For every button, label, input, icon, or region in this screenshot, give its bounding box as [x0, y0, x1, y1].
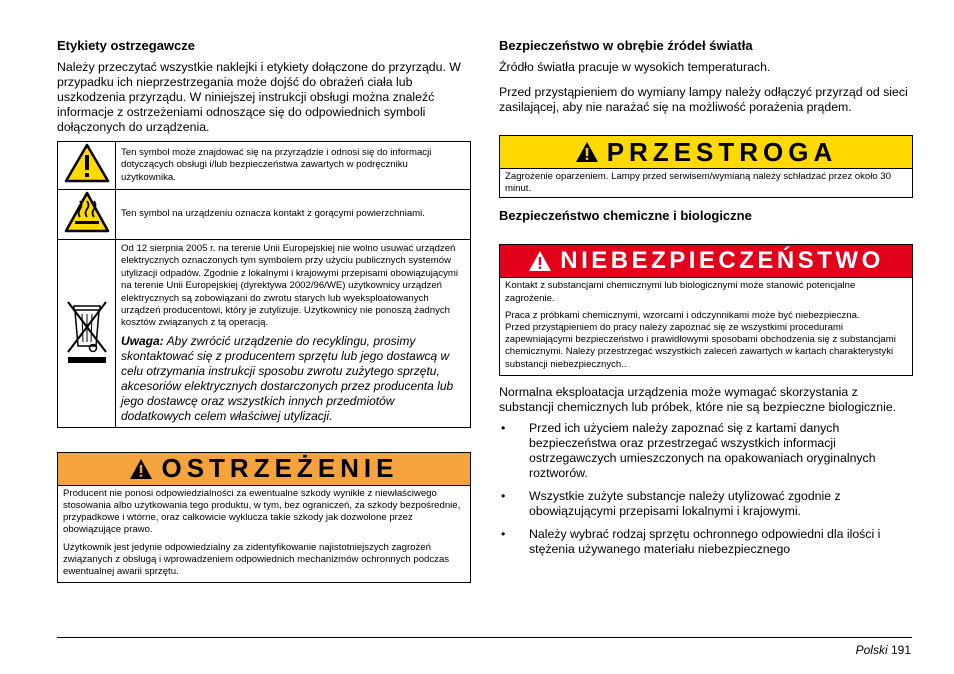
light-source-paragraph: Źródło światła pracuje w wysokich temperaturach.	[499, 60, 771, 74]
list-item: • Wszystkie zużyte substancje należy utylizować zgodnie z obowiązującymi przepisami lokalnymi i krajowymi.	[499, 489, 913, 519]
warning-triangle-icon	[575, 141, 599, 163]
danger-text	[500, 277, 912, 374]
warning-box	[57, 452, 471, 583]
warning-paragraph: Użytkownik jest jedynie odpowiedzialny za zidentyfikowanie najistotniejszych zagrożeń związanych z obsługą i wprowadzeniem odpowiednich mechanizmów ochronnych podczas ewentualnej awarii sprzętu.	[63, 541, 450, 578]
danger-banner	[500, 245, 912, 277]
warning-banner	[58, 453, 470, 485]
chemical-paragraph: Normalna eksploatacja urządzenia może wymagać skorzystania z substancji chemicznych lub próbek, które nie są bezpieczne biologicznie.	[499, 384, 897, 414]
section-heading-warning-labels: Etykiety ostrzegawcze	[57, 38, 196, 53]
section-heading-light-source: Bezpieczeństwo w obrębie źródeł światła	[499, 38, 753, 53]
section-heading-chemical: Bezpieczeństwo chemiczne i biologiczne	[499, 208, 752, 224]
warning-triangle-icon	[528, 250, 552, 272]
left-column	[57, 38, 471, 583]
hot-surface-icon	[58, 190, 116, 240]
warning-paragraph: Producent nie ponosi odpowiedzialności za ewentualne szkody wynikłe z niewłaściwego stosowania albo użytkowania tego produktu, w tym, bez ograniczeń, za szkody bezpośrednie, przypadkowe i wtórne, oraz całkowicie wyklucza takie szkody jak dozwolone przez obowiązujące prawo.	[63, 487, 461, 536]
right-column	[499, 38, 913, 565]
table-row	[58, 190, 471, 240]
page-footer	[856, 643, 911, 657]
caution-banner	[500, 136, 912, 168]
danger-paragraph: Praca z próbkami chemicznymi, wzorcami i odczynnikami może być niebezpieczna.	[505, 309, 860, 321]
lamp-paragraph: Przed przystąpieniem do wymiany lampy należy odłączyć przyrząd od sieci zasilającej, aby nie narażać się na możliwość porażenia prądem.	[499, 85, 908, 114]
warning-triangle-icon	[129, 458, 153, 480]
recycling-note	[121, 334, 465, 424]
caution-title: PRZESTROGA	[606, 136, 838, 167]
note-label: Uwaga:	[121, 333, 164, 348]
symbol-description-weee	[116, 240, 471, 428]
danger-paragraph: Kontakt z substancjami chemicznymi lub biologicznymi może stanowić potencjalne zagrożenie.	[505, 280, 856, 304]
danger-title: NIEBEZPIECZEŃSTWO	[560, 247, 884, 275]
list-item: • Należy wybrać rodzaj sprzętu ochronnego odpowiedni dla ilości i stężenia używanego materiału niebezpiecznego	[499, 527, 913, 557]
intro-paragraph: Należy przeczytać wszystkie naklejki i etykiety dołączone do przyrządu. W przypadku ich nieprzestrzegania może dojść do obrażeń ciała lub uszkodzenia przyrządu. W niniejszej instrukcji obsługi można znaleźć informacje z ostrzeżeniami odnoszące się do odpowiednich symboli dołączonych do urządzenia.	[57, 60, 461, 134]
list-item: • Przed ich użyciem należy zapoznać się z kartami danych bezpieczeństwa oraz przestrzegać wszystkich informacji ostrzegawczych umieszczonych na opakowaniach oryginalnych roztworów.	[499, 421, 913, 481]
footer-language: Polski	[855, 643, 888, 657]
symbols-table	[57, 141, 471, 428]
caution-text: Zagrożenie oparzeniem. Lampy przed serwisem/wymianą należy schładzać przez około 30 minut.	[500, 168, 912, 197]
danger-box	[499, 244, 913, 375]
symbol-description: Ten symbol na urządzeniu oznacza kontakt z gorącymi powierzchniami.	[116, 190, 471, 240]
note-text: Aby zwrócić urządzenie do recyklingu, prosimy skontaktować się z producentem sprzętu lub jego dostawcą w celu otrzymania instrukcji sposobu zwrotu zużytego sprzętu, akcesoriów elektrycznych dostarczonych przez producenta lub jego dostawcę oraz wszystkich innych przedmiotów dodatkowych celem właściwej utylizacji.	[121, 333, 454, 423]
warning-text	[58, 485, 470, 582]
footer-divider	[57, 637, 912, 638]
weee-text: Od 12 sierpnia 2005 r. na terenie Unii Europejskiej nie wolno usuwać urządzeń elektrycznych oznaczonych tym symbolem przy użyciu publicznych systemów utylizacji odpadów. Zgodnie z lokalnymi i krajowymi przepisami obowiązującymi na terenie Unii Europejskiej (dyrektywa 2002/96/WE) użytkownicy urządzeń elektrycznych są zobowiązani do zwrotu starych lub wyeksploatowanych urządzeń producentowi, który je zutylizuje. Użytkownicy nie ponoszą żadnych kosztów związanych z tą operacją.	[121, 243, 458, 329]
table-row	[58, 142, 471, 190]
crossed-bin-icon	[58, 240, 116, 428]
precaution-list	[499, 421, 913, 557]
warning-title: OSTRZEŻENIE	[161, 453, 399, 484]
symbol-description: Ten symbol może znajdować się na przyrządzie i odnosi się do informacji dotyczących obsługi i/lub bezpieczeństwa zawartych w podręczniku użytkownika.	[116, 142, 471, 190]
page-number: 191	[890, 643, 911, 657]
warning-triangle-icon	[58, 142, 116, 190]
danger-paragraph: Przed przystąpieniem do pracy należy zapoznać się ze wszystkimi procedurami zapewniającymi bezpieczeństwo i prawidłowymi sposobami obchodzenia się z substancjami chemicznymi. Należy przestrzegać wszystkich zaleceń zawartych w kartach charakterystyki substancji niebezpiecznych..	[505, 322, 896, 370]
caution-box	[499, 135, 913, 198]
table-row	[58, 240, 471, 428]
